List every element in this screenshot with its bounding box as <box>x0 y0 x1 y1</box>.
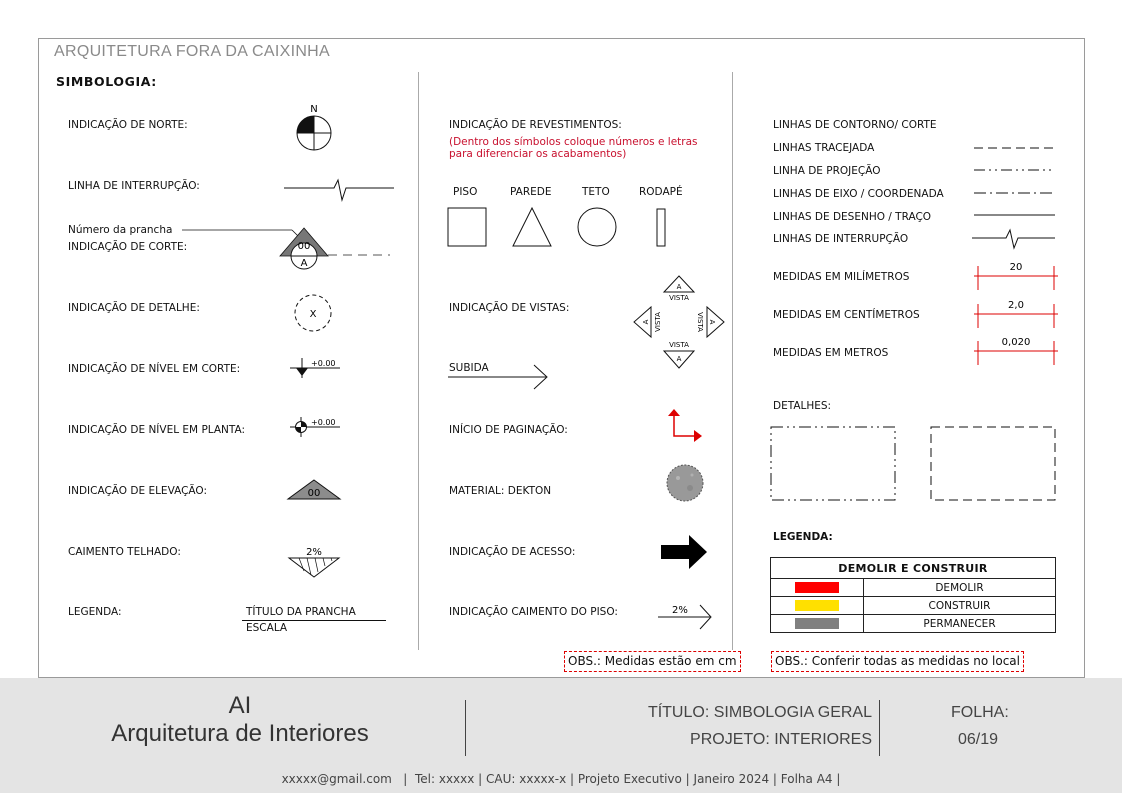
svg-text:VISTA: VISTA <box>654 312 662 332</box>
table-row <box>771 615 1056 633</box>
label-interruption-2: LINHAS DE INTERRUPÇÃO <box>773 233 909 245</box>
svg-text:+0.00: +0.00 <box>311 359 336 368</box>
table-row <box>771 597 1056 615</box>
svg-text:00: 00 <box>297 241 311 252</box>
svg-text:2%: 2% <box>672 605 688 616</box>
detail-marker-icon <box>294 294 334 332</box>
legend-underline <box>242 620 386 621</box>
dekton-material-icon <box>666 464 706 504</box>
row-label: CONSTRUIR <box>864 597 1056 615</box>
legend-sheet-title: TÍTULO DA PRANCHA <box>246 606 356 618</box>
ceiling-circle-icon <box>578 208 616 246</box>
label-interruption: LINHA DE INTERRUPÇÃO: <box>68 180 200 192</box>
svg-text:VISTA: VISTA <box>669 341 689 349</box>
swatch-permanecer <box>795 618 839 629</box>
label-ascent: SUBIDA <box>449 362 489 374</box>
label-contour: LINHAS DE CONTORNO/ CORTE <box>773 119 937 131</box>
column-divider-1 <box>418 72 419 650</box>
label-section: INDICAÇÃO DE CORTE: <box>68 241 188 253</box>
svg-text:VISTA: VISTA <box>696 312 704 332</box>
svg-text:VISTA: VISTA <box>669 294 689 302</box>
swatch-demolir <box>795 582 839 593</box>
label-mm: MEDIDAS EM MILÍMETROS <box>773 271 910 283</box>
dimension-m <box>974 337 1058 365</box>
sheet-label: FOLHA: <box>951 704 1009 721</box>
interruption-line-icon <box>284 176 396 204</box>
svg-text:2%: 2% <box>306 547 322 558</box>
wall-triangle-icon <box>513 208 551 246</box>
label-m: MEDIDAS EM METROS <box>773 347 889 359</box>
floor-square-icon <box>448 208 486 246</box>
level-plan-icon <box>290 416 344 440</box>
label-paging: INÍCIO DE PAGINAÇÃO: <box>449 424 568 436</box>
svg-text:0,020: 0,020 <box>1001 337 1031 348</box>
floor-slope-arrow-icon <box>658 602 714 632</box>
dimension-lines-icon <box>972 258 1062 372</box>
table-row <box>771 579 1056 597</box>
legend-table-title: DEMOLIR E CONSTRUIR <box>771 558 1056 579</box>
label-legend-table: LEGENDA: <box>773 531 833 543</box>
label-teto: TETO <box>582 186 610 198</box>
label-details: DETALHES: <box>773 400 832 412</box>
coating-symbols <box>446 206 706 250</box>
svg-text:+0.00: +0.00 <box>311 418 336 427</box>
contact-line: xxxxx@gmail.com | Tel: xxxxx | CAU: xxxxx-x | Projeto Executivo | Janeiro 2024 | Folha A4 | <box>281 772 841 786</box>
legend-scale: ESCALA <box>246 622 288 634</box>
obs-verify-note: OBS.: Conferir todas as medidas no local <box>771 651 1024 672</box>
access-arrow-icon <box>661 534 709 570</box>
swatch-construir <box>795 600 839 611</box>
label-legend: LEGENDA: <box>68 606 122 618</box>
roof-slope-icon <box>287 545 343 579</box>
footer-divider-1 <box>465 700 466 756</box>
sheet-title: TÍTULO: SIMBOLOGIA GERAL <box>647 704 872 721</box>
sheet-number: 06/19 <box>958 731 999 748</box>
svg-text:A: A <box>300 258 308 269</box>
elevation-marker-icon <box>288 478 342 502</box>
label-axis: LINHAS DE EIXO / COORDENADA <box>773 188 944 200</box>
svg-text:X: X <box>309 309 317 320</box>
section-marker-icon <box>180 226 392 272</box>
label-floor-slope: INDICAÇÃO CAIMENTO DO PISO: <box>449 606 618 618</box>
row-label: PERMANECER <box>864 615 1056 633</box>
dimension-mm <box>974 262 1058 290</box>
label-material: MATERIAL: DEKTON <box>449 485 552 497</box>
label-access: INDICAÇÃO DE ACESSO: <box>449 546 576 558</box>
level-section-icon <box>290 356 344 382</box>
svg-text:A: A <box>676 283 682 291</box>
label-sheet-number: Número da prancha <box>68 224 173 236</box>
label-detail: INDICAÇÃO DE DETALHE: <box>68 302 200 314</box>
svg-text:A: A <box>676 355 682 363</box>
label-coatings: INDICAÇÃO DE REVESTIMENTOS: <box>449 119 622 131</box>
label-piso: PISO <box>453 186 478 198</box>
label-roof-slope: CAIMENTO TELHADO: <box>68 546 181 558</box>
label-drawing: LINHAS DE DESENHO / TRAÇO <box>773 211 932 223</box>
company-initials: AI <box>228 692 252 719</box>
svg-text:N: N <box>310 104 318 115</box>
label-cm: MEDIDAS EM CENTÍMETROS <box>773 309 920 321</box>
dimension-cm <box>974 300 1058 328</box>
baseboard-rect-icon <box>657 209 665 246</box>
column-divider-2 <box>732 72 733 650</box>
brand-title: ARQUITETURA FORA DA CAIXINHA <box>54 43 331 60</box>
label-rodape: RODAPÉ <box>639 186 683 198</box>
section-heading: SIMBOLOGIA: <box>56 74 157 89</box>
north-arrow-icon <box>293 102 335 154</box>
company-name: Arquitetura de Interiores <box>111 720 369 747</box>
ascent-arrow-icon <box>448 364 550 392</box>
view-markers-icon <box>633 275 727 371</box>
title-block <box>0 678 1122 793</box>
svg-text:00: 00 <box>307 488 321 499</box>
coatings-note: (Dentro dos símbolos coloque números e letras para diferenciar os acabamentos) <box>449 136 698 160</box>
legend-table <box>770 557 1056 633</box>
paging-start-icon <box>664 408 706 444</box>
svg-text:A: A <box>642 319 650 325</box>
label-projection: LINHA DE PROJEÇÃO <box>773 165 881 177</box>
obs-cm-note: OBS.: Medidas estão em cm <box>564 651 741 672</box>
row-label: DEMOLIR <box>864 579 1056 597</box>
svg-text:A: A <box>708 319 716 325</box>
label-elevation: INDICAÇÃO DE ELEVAÇÃO: <box>68 485 208 497</box>
svg-text:20: 20 <box>1009 262 1023 273</box>
detail-boxes-icon <box>768 424 1060 504</box>
label-dashed: LINHAS TRACEJADA <box>773 142 875 154</box>
project-name: PROJETO: INTERIORES <box>690 731 872 748</box>
footer-divider-2 <box>879 700 880 756</box>
label-views: INDICAÇÃO DE VISTAS: <box>449 302 570 314</box>
label-level-section: INDICAÇÃO DE NÍVEL EM CORTE: <box>68 363 241 375</box>
label-level-plan: INDICAÇÃO DE NÍVEL EM PLANTA: <box>68 424 246 436</box>
label-parede: PAREDE <box>510 186 552 198</box>
svg-text:2,0: 2,0 <box>1008 300 1024 311</box>
label-north: INDICAÇÃO DE NORTE: <box>68 119 188 131</box>
line-types-icon <box>970 140 1058 255</box>
